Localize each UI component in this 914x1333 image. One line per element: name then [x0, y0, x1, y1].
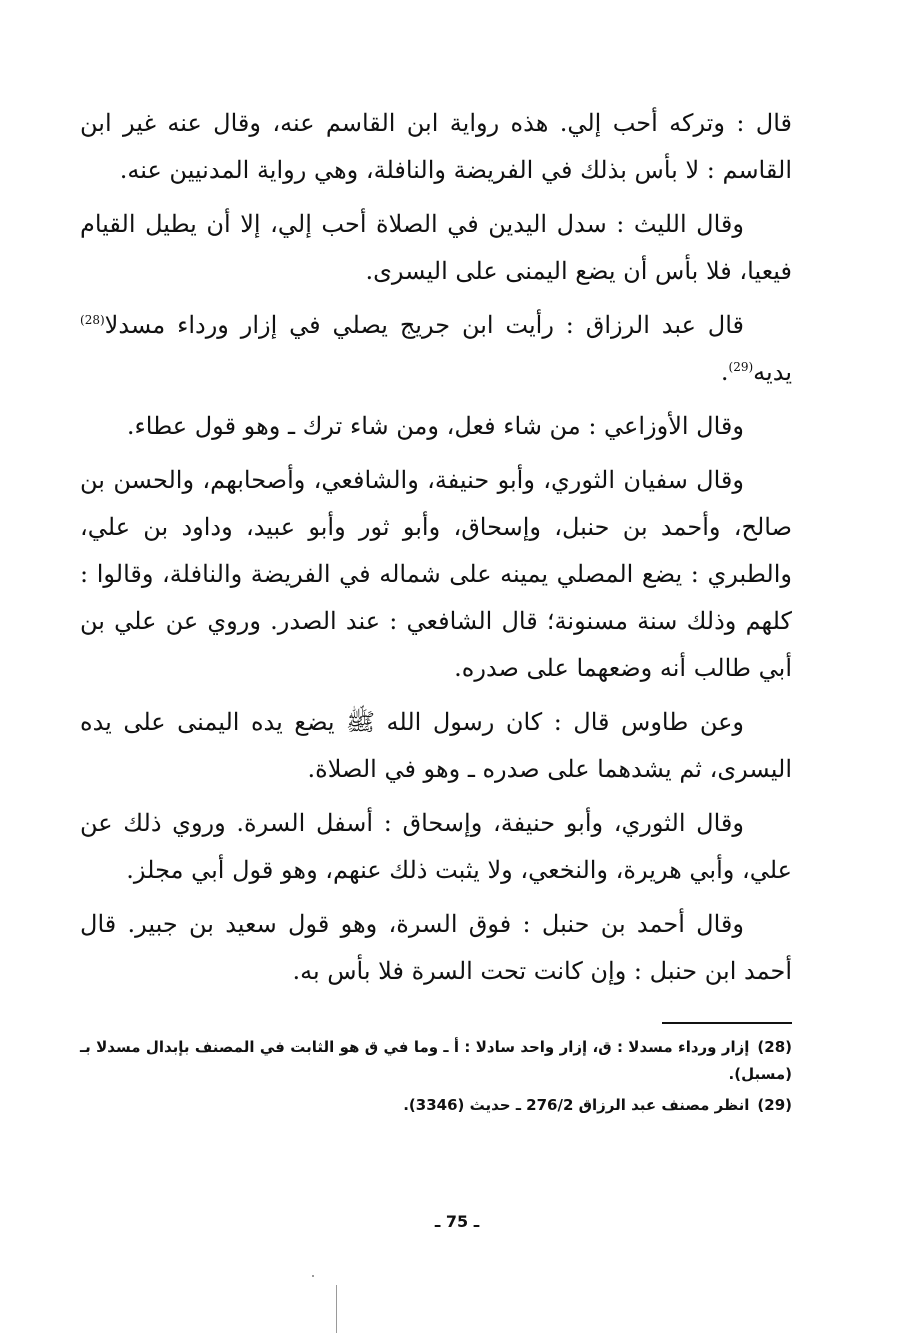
- footnote-number: (29): [757, 1096, 792, 1114]
- paragraph-2: وقال الليث : سدل اليدين في الصلاة أحب إلي، إلا أن يطيل القيام فيعيا، فلا بأس أن يضع اليمنى على اليسرى.: [80, 210, 792, 285]
- paragraph-1: قال : وتركه أحب إلي. هذه رواية ابن القاسم عنه، وقال عنه غير ابن القاسم : لا بأس بذلك في الفريضة والنافلة، وهي رواية المدنيين عنه.: [80, 109, 792, 184]
- paragraph-4: وقال الأوزاعي : من شاء فعل، ومن شاء ترك ـ وهو قول عطاء.: [126, 412, 744, 440]
- scan-artifact-dot: [312, 1275, 314, 1277]
- paragraph-3-text-c: .: [720, 358, 729, 386]
- footnote-divider: [662, 1022, 792, 1024]
- paragraph-8: وقال أحمد بن حنبل : فوق السرة، وهو قول سعيد بن جبير. قال أحمد ابن حنبل : وإن كانت تحت السرة فلا بأس به.: [80, 910, 792, 985]
- footnote-ref-28[interactable]: (28): [80, 313, 105, 327]
- paragraph-3: [80, 302, 792, 396]
- paragraph-6: وعن طاوس قال : كان رسول الله ﷺ يضع يده اليمنى على يده اليسرى، ثم يشدهما على صدره ـ وهو في الصلاة.: [80, 708, 792, 783]
- footnote-29: [80, 1092, 792, 1119]
- footnote-ref-29[interactable]: (29): [728, 360, 754, 374]
- footnotes: [80, 1022, 792, 1123]
- paragraph-7: وقال الثوري، وأبو حنيفة، وإسحاق : أسفل السرة. وروي ذلك عن علي، وأبي هريرة، والنخعي، ولا يثبت ذلك عنهم، وهو قول أبي مجلز.: [80, 809, 792, 884]
- scan-artifact-line: [336, 1285, 337, 1333]
- page-number: ـ 75 ـ: [434, 1212, 480, 1231]
- paragraph-3-text-b: يديه: [753, 358, 792, 386]
- footnote-28: [80, 1034, 792, 1088]
- paragraph-3-text-a: قال عبد الرزاق : رأيت ابن جريج يصلي في إزار ورداء مسدلا: [104, 311, 744, 339]
- paragraph-5: وقال سفيان الثوري، وأبو حنيفة، والشافعي، وأصحابهم، والحسن بن صالح، وأحمد بن حنبل، وإسحاق، وأبو ثور وأبو عبيد، وداود بن علي، والطبري : يضع المصلي يمينه على شماله في الفريضة والنافلة، وقالوا : كلهم وذلك سنة مسنونة؛ قال الشافعي : عند الصدر. وروي عن علي بن أبي طالب أنه وضعهما على صدره.: [80, 466, 792, 682]
- page-body: [80, 100, 792, 1002]
- footnote-text: إزار ورداء مسدلا : ق، إزار واحد سادلا : أ ـ وما في ق هو الثابت في المصنف بإبدال مسدلا بـ (مسبل).: [80, 1038, 792, 1083]
- footnote-number: (28): [757, 1038, 792, 1056]
- footnote-text: انظر مصنف عبد الرزاق 276/2 ـ حديث (3346).: [403, 1096, 750, 1114]
